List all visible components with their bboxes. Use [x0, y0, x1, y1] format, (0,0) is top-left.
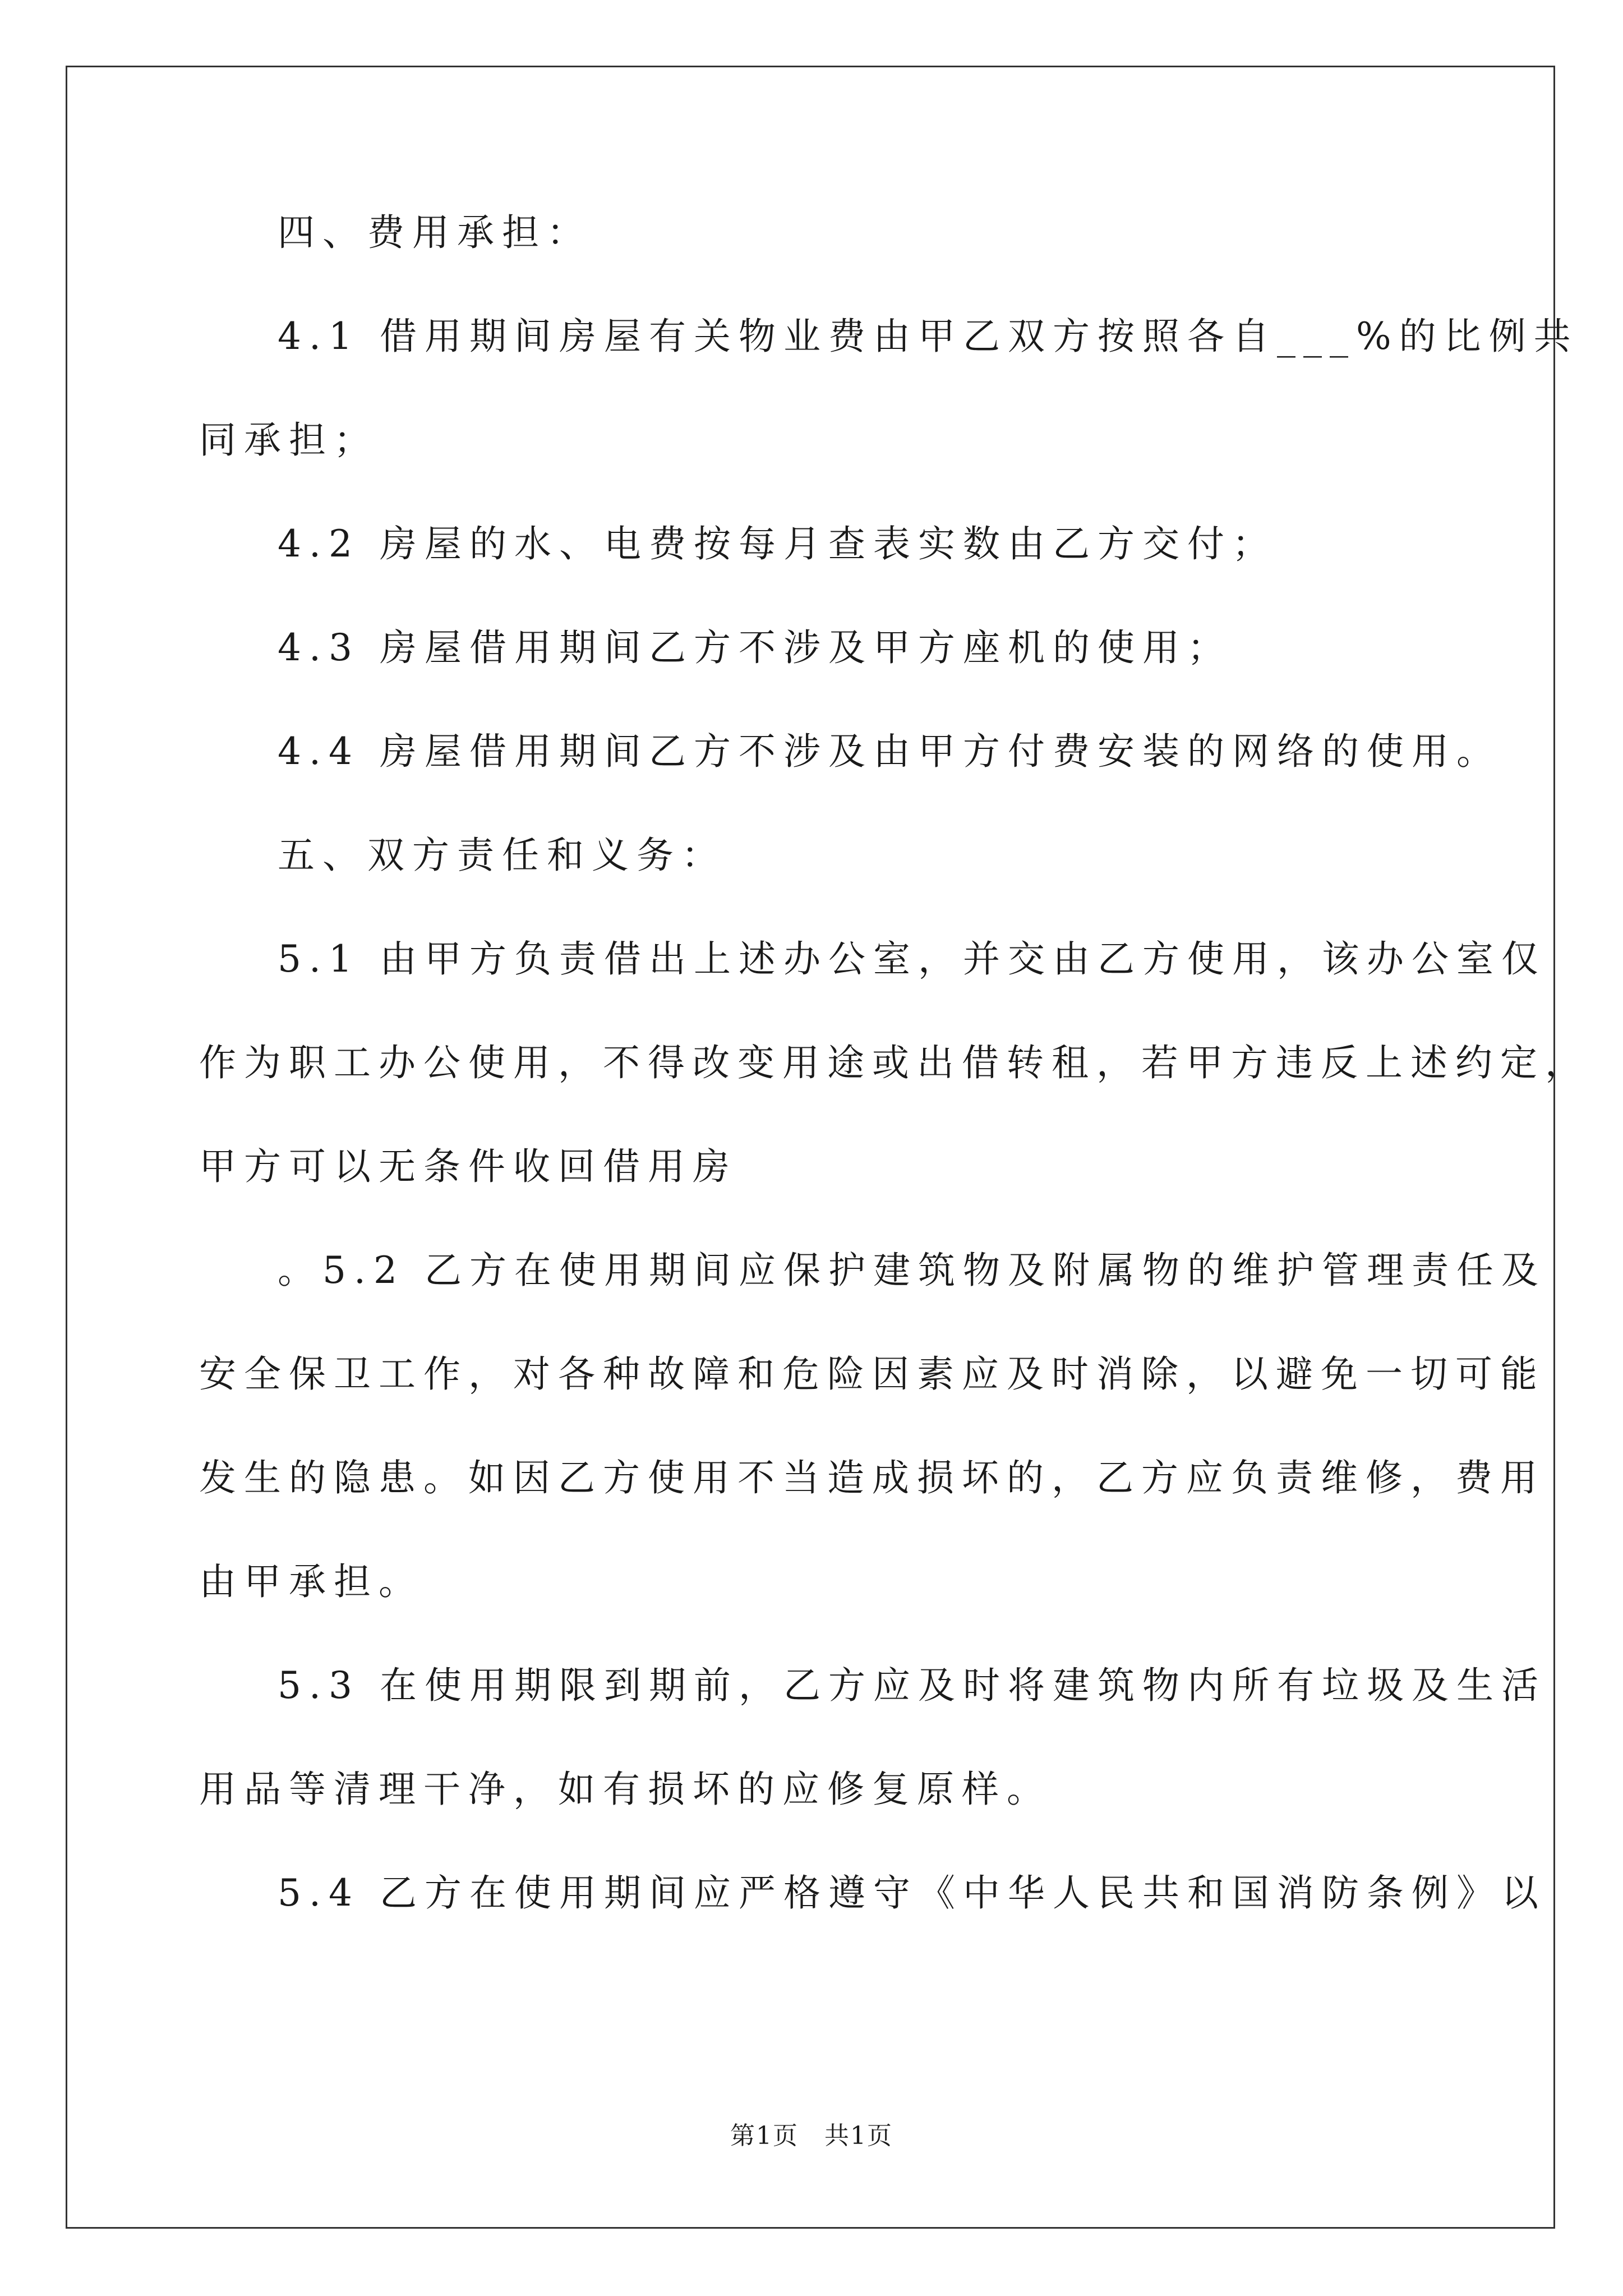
- page-number-footer: 第1页 共1页: [730, 2122, 893, 2150]
- paragraph-line: 。5.2 乙方在使用期间应保护建筑物及附属物的维护管理责任及: [278, 1249, 1546, 1292]
- paragraph-line: 用品等清理干净，如有损坏的应修复原样。: [199, 1768, 1052, 1811]
- paragraph-line: 安全保卫工作，对各种故障和危险因素应及时消除，以避免一切可能: [199, 1352, 1545, 1396]
- paragraph-line: 4.4 房屋借用期间乙方不涉及由甲方付费安装的网络的使用。: [278, 730, 1501, 773]
- paragraph-line: 4.1 借用期间房屋有关物业费由甲乙双方按照各自___%的比例共: [278, 315, 1579, 358]
- paragraph-line: 同承担；: [199, 418, 379, 462]
- paragraph-line: 5.1 由甲方负责借出上述办公室，并交由乙方使用，该办公室仅: [278, 937, 1546, 981]
- paragraph-line: 发生的隐患。如因乙方使用不当造成损坏的，乙方应负责维修，费用: [199, 1456, 1545, 1499]
- paragraph-line: 4.2 房屋的水、电费按每月查表实数由乙方交付；: [278, 522, 1277, 565]
- paragraph-line: 甲方可以无条件收回借用房: [199, 1145, 737, 1188]
- paragraph-line: 由甲承担。: [199, 1560, 423, 1603]
- paragraph-line: 作为职工办公使用，不得改变用途或出借转租，若甲方违反上述约定，: [199, 1041, 1590, 1084]
- paragraph-line: 5.3 在使用期限到期前，乙方应及时将建筑物内所有垃圾及生活: [278, 1664, 1546, 1707]
- paragraph-line: 5.4 乙方在使用期间应严格遵守《中华人民共和国消防条例》以: [278, 1871, 1546, 1915]
- paragraph-line: 4.3 房屋借用期间乙方不涉及甲方座机的使用；: [278, 626, 1232, 669]
- section-heading-5: 五、双方责任和义务：: [278, 834, 726, 877]
- section-heading-4: 四、费用承担：: [278, 211, 592, 254]
